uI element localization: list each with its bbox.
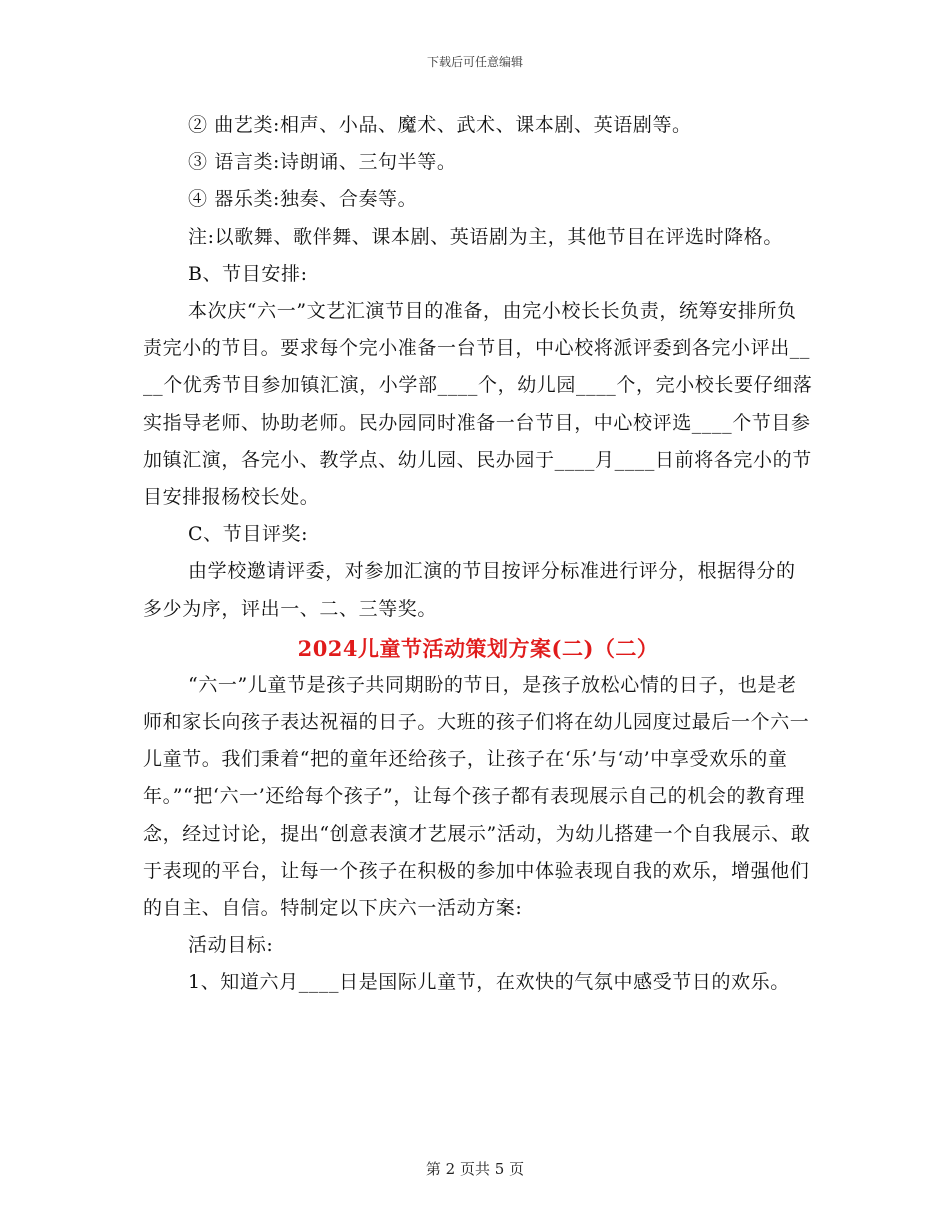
- paragraph-intro: “六一”儿童节是孩子共同期盼的节日，是孩子放松心情的日子，也是老师和家长向孩子表达祝福的日子。大班的孩子们将在幼儿园度过最后一个六一儿童节。我们秉着“把的童年还给孩子，让孩子在‘乐’与‘动’中享受欢乐的童年。”“把‘六一’还给每个孩子”，让每个孩子都有表现展示自己的机会的教育理念，经过讨论，提出“创意表演才艺展示”活动，为幼儿搭建一个自我展示、敢于表现的平台，让每一个孩子在积极的参加中体验表现自我的欢乐，增强他们的自主、自信。特制定以下庆六一活动方案:: [143, 673, 811, 920]
- page-header: 下载后可任意编辑: [426, 55, 523, 69]
- paragraph-program-arrangement: 本次庆“六一”文艺汇演节目的准备，由完小校长长负责，统筹安排所负责完小的节目。要求每个完小准备一台节目，中心校将派评委到各完小评出____个优秀节目参加镇汇演，小学部____个，幼儿园____个，完小校长要仔细落实指导老师、协助老师。民办园同时准备一台节目，中心校评选____个节目参加镇汇演，各完小、教学点、幼儿园、民办园于____月____日前将各完小的节目安排报杨校长处。: [143, 300, 813, 509]
- paragraph-quyi: ② 曲艺类:相声、小品、魔术、武术、课本剧、英语剧等。: [188, 114, 692, 136]
- heading-program-arrangement: B、节目安排:: [188, 262, 308, 285]
- paragraph-qiyue: ④ 器乐类:独奏、合奏等。: [188, 188, 418, 211]
- page-number: 第 2 页共 5 页: [425, 1160, 525, 1178]
- paragraph-yuyan: ③ 语言类:诗朗诵、三句半等。: [188, 151, 457, 174]
- section-title: 2024儿童节活动策划方案(二)（二）: [297, 635, 659, 661]
- paragraph-program-awards: 由学校邀请评委，对参加汇演的节目按评分标准进行评分，根据得分的多少为序，评出一、二、三等奖。: [143, 560, 796, 620]
- heading-program-awards: C、节目评奖:: [188, 523, 309, 546]
- paragraph-note: 注:以歌舞、歌伴舞、课本剧、英语剧为主，其他节目在评选时降格。: [188, 225, 784, 248]
- document-body: [143, 107, 813, 1002]
- heading-activity-goals: 活动目标:: [188, 934, 274, 957]
- paragraph-goal-1: 1、知道六月____日是国际儿童节，在欢快的气氛中感受节日的欢乐。: [188, 971, 790, 994]
